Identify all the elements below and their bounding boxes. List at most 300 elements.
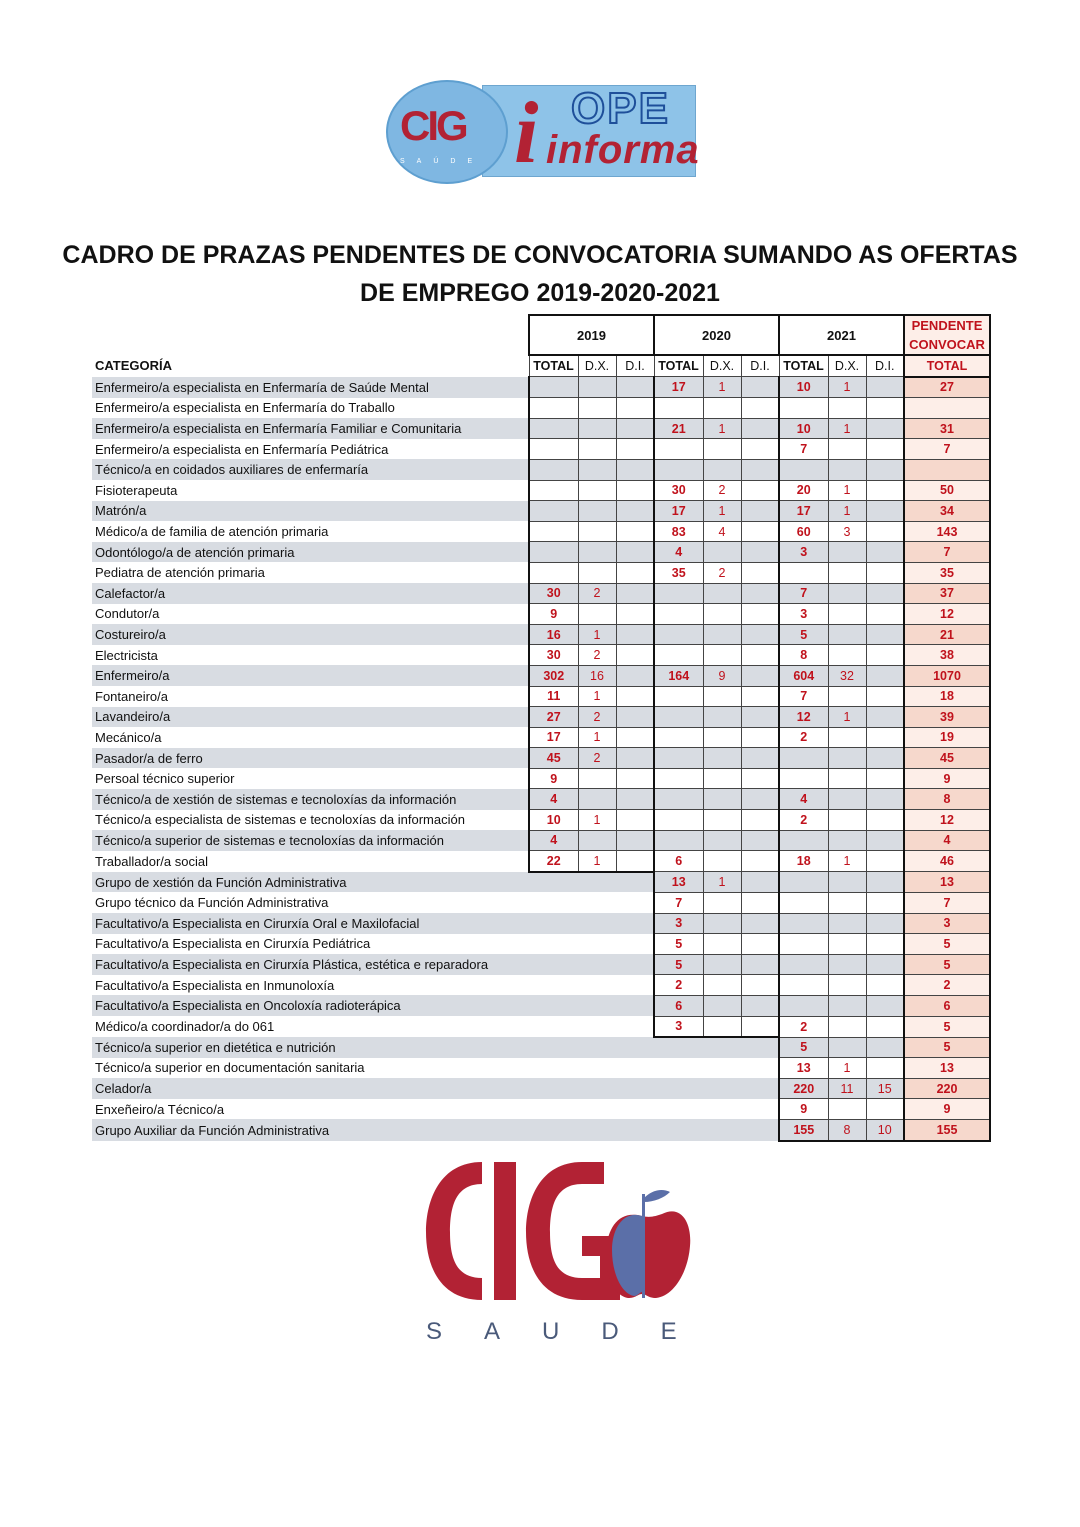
di-2020-cell [741, 727, 779, 748]
dx-2019-cell [578, 459, 616, 480]
total-2020-cell: 164 [654, 665, 703, 686]
dx-2020-cell [703, 439, 741, 460]
total-2021-cell [779, 995, 828, 1016]
total-2021-cell: 17 [779, 501, 828, 522]
informa-text: informa [546, 128, 700, 172]
total-2020-cell: 30 [654, 480, 703, 501]
dx-2019-cell: 1 [578, 727, 616, 748]
dx-2021-cell [828, 995, 866, 1016]
dx-2021-cell [828, 686, 866, 707]
total-2019-cell [529, 542, 578, 563]
pending-total-cell: 35 [904, 562, 990, 583]
total-2021-cell [779, 830, 828, 851]
total-2021-cell: 20 [779, 480, 828, 501]
total-2021-cell: 604 [779, 665, 828, 686]
dx-2021-cell: 1 [828, 377, 866, 398]
pending-total-header: TOTAL [904, 355, 990, 377]
total-2020-cell: 35 [654, 562, 703, 583]
di-2019-cell [616, 1078, 654, 1099]
dx-2021-cell: 1 [828, 1058, 866, 1079]
di-2020-cell [741, 954, 779, 975]
dx-2019-cell [578, 398, 616, 419]
category-cell: Celador/a [92, 1078, 529, 1099]
table-row [92, 954, 990, 975]
di-2021-cell: 10 [866, 1119, 904, 1140]
pending-total-cell: 9 [904, 1099, 990, 1120]
dx-2021-cell [828, 748, 866, 769]
total-2020-cell [654, 768, 703, 789]
category-cell: Técnico/a superior en documentación sanitaria [95, 1060, 365, 1076]
total-2019-cell: 30 [529, 583, 578, 604]
dx-2021-cell [828, 439, 866, 460]
table-row [92, 830, 990, 851]
di-2020-cell [741, 480, 779, 501]
dx-2019-cell: 1 [578, 851, 616, 872]
table-row [92, 521, 990, 542]
dx-2019-cell: 2 [578, 645, 616, 666]
di-2019-cell [616, 789, 654, 810]
table-row [92, 913, 990, 934]
dx-2021-cell [828, 768, 866, 789]
dx-2019-cell [578, 1037, 616, 1058]
di-2019-cell [616, 686, 654, 707]
dx-2020-cell: 9 [703, 665, 741, 686]
table-row [92, 583, 990, 604]
table-row [92, 1119, 990, 1140]
dx-2020-header: D.X. [703, 355, 741, 377]
di-2019-cell [616, 521, 654, 542]
di-2020-cell [741, 1058, 779, 1079]
table-row [92, 975, 990, 996]
category-cell: Técnico/a de xestión de sistemas e tecnoloxías da información [92, 789, 529, 810]
dx-2020-cell: 2 [703, 562, 741, 583]
di-2019-cell [616, 542, 654, 563]
total-2020-cell [654, 686, 703, 707]
di-2019-cell [616, 480, 654, 501]
di-2020-cell [741, 686, 779, 707]
dx-2019-cell: 1 [578, 624, 616, 645]
table-row [92, 892, 990, 913]
dx-2020-cell [703, 542, 741, 563]
pending-total-cell: 7 [904, 892, 990, 913]
total-2019-cell [529, 562, 578, 583]
total-2021-cell: 9 [779, 1099, 828, 1120]
category-cell: Médico/a de familia de atención primaria [95, 524, 329, 540]
category-cell: Técnico/a especialista de sistemas e tecnoloxías da información [95, 812, 465, 828]
dx-2020-cell [703, 604, 741, 625]
di-2021-cell [866, 459, 904, 480]
year-2019-header: 2019 [529, 315, 654, 355]
dx-2020-cell [703, 995, 741, 1016]
pending-total-cell: 45 [904, 748, 990, 769]
dx-2019-cell: 16 [578, 665, 616, 686]
category-cell: Técnico/a superior en dietética e nutrición [92, 1037, 529, 1058]
dx-2021-cell [828, 913, 866, 934]
dx-2021-cell [828, 1016, 866, 1037]
table-row [92, 872, 990, 893]
dx-2021-cell [828, 624, 866, 645]
dx-2021-cell [828, 830, 866, 851]
total-2021-cell: 3 [779, 604, 828, 625]
dx-2019-cell [578, 954, 616, 975]
total-2019-cell [529, 892, 578, 913]
di-2020-cell [741, 665, 779, 686]
dx-2019-cell [578, 1058, 616, 1079]
di-2019-cell [616, 398, 654, 419]
dx-2021-cell [828, 1099, 866, 1120]
di-2020-cell [741, 913, 779, 934]
table-row [92, 624, 990, 645]
di-2020-cell [741, 995, 779, 1016]
pending-total-cell: 7 [904, 439, 990, 460]
category-cell: Fisioterapeuta [95, 482, 178, 498]
total-2021-cell [779, 459, 828, 480]
dx-2020-cell [703, 1058, 741, 1079]
dx-2019-cell [578, 604, 616, 625]
total-2021-cell [779, 954, 828, 975]
total-2021-header: TOTAL [779, 355, 828, 377]
pending-total-cell: 5 [904, 1037, 990, 1058]
di-2019-cell [616, 1099, 654, 1120]
di-2021-cell [866, 789, 904, 810]
info-i-icon: i [514, 85, 539, 182]
di-2020-cell [741, 830, 779, 851]
pending-total-cell: 31 [904, 418, 990, 439]
total-2020-cell: 5 [654, 954, 703, 975]
top-logo [386, 80, 698, 180]
total-2019-cell [529, 398, 578, 419]
dx-2019-cell: 2 [578, 707, 616, 728]
table-row [92, 810, 990, 831]
total-2019-cell [529, 872, 578, 893]
total-2020-cell [654, 707, 703, 728]
di-2020-cell [741, 1099, 779, 1120]
di-2020-cell [741, 789, 779, 810]
year-2020-header: 2020 [654, 315, 779, 355]
ope-text: OPE [571, 84, 670, 133]
total-2021-cell: 2 [779, 727, 828, 748]
total-2021-cell: 12 [779, 707, 828, 728]
total-2019-cell [529, 459, 578, 480]
dx-2021-cell [828, 542, 866, 563]
total-2020-cell [654, 624, 703, 645]
di-2020-cell [741, 521, 779, 542]
dx-2021-cell [828, 892, 866, 913]
dx-2019-cell [578, 892, 616, 913]
category-cell: Enfermeiro/a especialista en Enfermaría do Traballo [95, 400, 395, 416]
di-2020-cell [741, 892, 779, 913]
total-2021-cell [779, 913, 828, 934]
table-row [92, 562, 990, 583]
di-2021-cell [866, 830, 904, 851]
dx-2021-cell [828, 583, 866, 604]
pending-total-cell: 46 [904, 851, 990, 872]
di-2020-cell [741, 645, 779, 666]
total-2019-cell: 30 [529, 645, 578, 666]
saude-logo-text: SAUDE [426, 1318, 719, 1345]
total-2021-cell [779, 872, 828, 893]
di-2019-cell [616, 604, 654, 625]
category-cell: Facultativo/a Especialista en Oncoloxía radioterápica [92, 995, 529, 1016]
table-row [92, 1058, 990, 1079]
total-2020-cell: 7 [654, 892, 703, 913]
total-2019-cell: 22 [529, 851, 578, 872]
total-2020-cell [654, 1058, 703, 1079]
category-cell: Fontaneiro/a [95, 688, 168, 704]
total-2021-cell [779, 768, 828, 789]
total-2020-cell [654, 398, 703, 419]
dx-2021-cell [828, 810, 866, 831]
table-row [92, 995, 990, 1016]
dx-2020-cell: 4 [703, 521, 741, 542]
di-2021-cell [866, 624, 904, 645]
pending-total-cell: 21 [904, 624, 990, 645]
dx-2019-cell [578, 501, 616, 522]
di-2021-cell [866, 686, 904, 707]
total-2020-cell: 6 [654, 995, 703, 1016]
di-2020-cell [741, 604, 779, 625]
total-2019-cell: 9 [529, 768, 578, 789]
pending-total-cell: 5 [904, 1016, 990, 1037]
total-2019-cell [529, 954, 578, 975]
di-2020-cell [741, 562, 779, 583]
di-2019-cell [616, 810, 654, 831]
dx-2019-cell [578, 1078, 616, 1099]
dx-2021-cell [828, 398, 866, 419]
dx-2019-cell [578, 439, 616, 460]
dx-2020-cell [703, 1078, 741, 1099]
category-cell: Grupo de xestión da Función Administrativa [92, 872, 529, 893]
pending-total-cell: 2 [904, 975, 990, 996]
category-cell: Facultativo/a Especialista en Cirurxía Oral e Maxilofacial [92, 913, 529, 934]
total-2021-cell [779, 934, 828, 955]
total-2019-cell [529, 934, 578, 955]
dx-2020-cell [703, 789, 741, 810]
di-2020-cell [741, 501, 779, 522]
dx-2020-cell: 1 [703, 501, 741, 522]
total-2019-cell: 10 [529, 810, 578, 831]
di-2020-cell [741, 1119, 779, 1140]
dx-2020-cell [703, 624, 741, 645]
dx-2021-cell: 8 [828, 1119, 866, 1140]
total-2020-cell: 3 [654, 913, 703, 934]
table-row [92, 1078, 990, 1099]
table-row [92, 707, 990, 728]
total-2019-cell: 27 [529, 707, 578, 728]
dx-2020-cell [703, 748, 741, 769]
dx-2021-cell [828, 604, 866, 625]
category-cell: Facultativo/a Especialista en Inmunoloxía [95, 977, 335, 993]
dx-2019-cell [578, 562, 616, 583]
di-2020-cell [741, 398, 779, 419]
dx-2019-cell: 1 [578, 686, 616, 707]
category-cell: Persoal técnico superior [95, 771, 235, 787]
total-2019-cell: 302 [529, 665, 578, 686]
table-row [92, 934, 990, 955]
di-2020-cell [741, 1016, 779, 1037]
dx-2021-cell: 3 [828, 521, 866, 542]
table-row [92, 542, 990, 563]
pending-total-cell: 9 [904, 768, 990, 789]
di-2021-cell [866, 1016, 904, 1037]
category-cell: Enfermeiro/a especialista en Enfermaría de Saúde Mental [92, 377, 529, 398]
dx-2021-cell [828, 789, 866, 810]
total-2021-cell: 3 [779, 542, 828, 563]
di-2020-cell [741, 1037, 779, 1058]
di-2020-cell [741, 583, 779, 604]
total-2020-cell: 83 [654, 521, 703, 542]
dx-2019-cell: 2 [578, 583, 616, 604]
di-2020-cell [741, 768, 779, 789]
dx-2020-cell [703, 645, 741, 666]
di-2021-cell [866, 1099, 904, 1120]
cig-saude-logo-icon [420, 1150, 710, 1320]
dx-2020-cell [703, 1119, 741, 1140]
di-2021-cell [866, 748, 904, 769]
year-2021-header: 2021 [779, 315, 904, 355]
di-2020-cell [741, 418, 779, 439]
dx-2020-cell [703, 1037, 741, 1058]
dx-2020-cell [703, 913, 741, 934]
pending-total-cell: 39 [904, 707, 990, 728]
total-2021-cell [779, 892, 828, 913]
total-2021-cell [779, 562, 828, 583]
category-cell: Grupo técnico da Función Administrativa [95, 895, 329, 911]
di-2020-cell [741, 851, 779, 872]
total-2020-cell [654, 459, 703, 480]
category-cell: Enfermeiro/a especialista en Enfermaría Familiar e Comunitaria [92, 418, 529, 439]
di-2020-cell [741, 377, 779, 398]
pending-total-cell: 12 [904, 810, 990, 831]
category-cell: Traballador/a social [95, 853, 208, 869]
dx-2020-cell [703, 727, 741, 748]
pending-total-cell: 143 [904, 521, 990, 542]
table-row [92, 604, 990, 625]
dx-2021-cell: 1 [828, 707, 866, 728]
total-2021-cell: 5 [779, 1037, 828, 1058]
pending-total-cell: 12 [904, 604, 990, 625]
di-2019-cell [616, 892, 654, 913]
category-cell: Médico/a coordinador/a do 061 [95, 1019, 275, 1035]
dx-2020-cell: 1 [703, 377, 741, 398]
dx-2020-cell [703, 892, 741, 913]
total-2021-cell [779, 398, 828, 419]
di-2021-cell: 15 [866, 1078, 904, 1099]
category-cell: Matrón/a [92, 501, 529, 522]
dx-2020-cell [703, 851, 741, 872]
dx-2019-cell [578, 418, 616, 439]
di-2021-cell [866, 562, 904, 583]
category-cell: Calefactor/a [92, 583, 529, 604]
category-cell: Odontólogo/a de atención primaria [92, 542, 529, 563]
total-2019-cell [529, 377, 578, 398]
dx-2020-cell [703, 686, 741, 707]
total-2020-cell: 21 [654, 418, 703, 439]
dx-2020-cell: 2 [703, 480, 741, 501]
total-2020-header: TOTAL [654, 355, 703, 377]
pending-total-cell: 8 [904, 789, 990, 810]
total-2021-cell: 10 [779, 418, 828, 439]
total-2020-cell [654, 583, 703, 604]
di-2019-header: D.I. [616, 355, 654, 377]
pending-total-cell: 155 [904, 1119, 990, 1140]
di-2021-cell [866, 727, 904, 748]
di-2019-cell [616, 995, 654, 1016]
total-2020-cell [654, 604, 703, 625]
di-2021-cell [866, 398, 904, 419]
dx-2021-cell [828, 459, 866, 480]
pending-total-cell [904, 398, 990, 419]
dx-2020-cell [703, 1099, 741, 1120]
pending-total-cell: 37 [904, 583, 990, 604]
di-2020-cell [741, 810, 779, 831]
dx-2020-cell: 1 [703, 418, 741, 439]
dx-2019-cell [578, 377, 616, 398]
pending-total-cell: 38 [904, 645, 990, 666]
total-2019-cell: 16 [529, 624, 578, 645]
di-2019-cell [616, 707, 654, 728]
total-2019-cell [529, 995, 578, 1016]
di-2020-cell [741, 459, 779, 480]
dx-2020-cell [703, 975, 741, 996]
di-2021-cell [866, 913, 904, 934]
di-2019-cell [616, 459, 654, 480]
category-cell: Facultativo/a Especialista en Cirurxía Plástica, estética e reparadora [92, 954, 529, 975]
dx-2019-cell [578, 830, 616, 851]
dx-2021-cell: 11 [828, 1078, 866, 1099]
di-2019-cell [616, 624, 654, 645]
total-2019-cell [529, 1016, 578, 1037]
total-2019-cell [529, 501, 578, 522]
di-2021-header: D.I. [866, 355, 904, 377]
total-2020-cell: 13 [654, 872, 703, 893]
total-2019-header: TOTAL [529, 355, 578, 377]
di-2021-cell [866, 418, 904, 439]
saude-small-text: SAÚDE [400, 158, 485, 165]
dx-2019-cell: 2 [578, 748, 616, 769]
total-2021-cell: 8 [779, 645, 828, 666]
total-2020-cell: 4 [654, 542, 703, 563]
di-2021-cell [866, 1058, 904, 1079]
total-2019-cell: 11 [529, 686, 578, 707]
di-2020-cell [741, 975, 779, 996]
total-2021-cell: 2 [779, 1016, 828, 1037]
di-2021-cell [866, 810, 904, 831]
total-2020-cell [654, 789, 703, 810]
di-2019-cell [616, 830, 654, 851]
pending-total-cell: 27 [904, 377, 990, 398]
pending-total-cell: 6 [904, 995, 990, 1016]
di-2020-cell [741, 707, 779, 728]
di-2019-cell [616, 439, 654, 460]
table-row [92, 398, 990, 419]
total-2021-cell [779, 748, 828, 769]
total-2020-cell: 17 [654, 501, 703, 522]
dx-2020-cell: 1 [703, 872, 741, 893]
di-2020-cell [741, 934, 779, 955]
dx-2020-cell [703, 830, 741, 851]
dx-2019-cell [578, 1099, 616, 1120]
total-2019-cell: 4 [529, 789, 578, 810]
dx-2020-cell [703, 1016, 741, 1037]
total-2020-cell [654, 1099, 703, 1120]
pending-header: PENDENTE CONVOCAR [904, 315, 990, 355]
pending-total-cell: 19 [904, 727, 990, 748]
total-2020-cell [654, 1119, 703, 1140]
dx-2021-cell [828, 727, 866, 748]
category-cell: Técnico/a en coidados auxiliares de enfermaría [92, 459, 529, 480]
total-2020-cell: 6 [654, 851, 703, 872]
